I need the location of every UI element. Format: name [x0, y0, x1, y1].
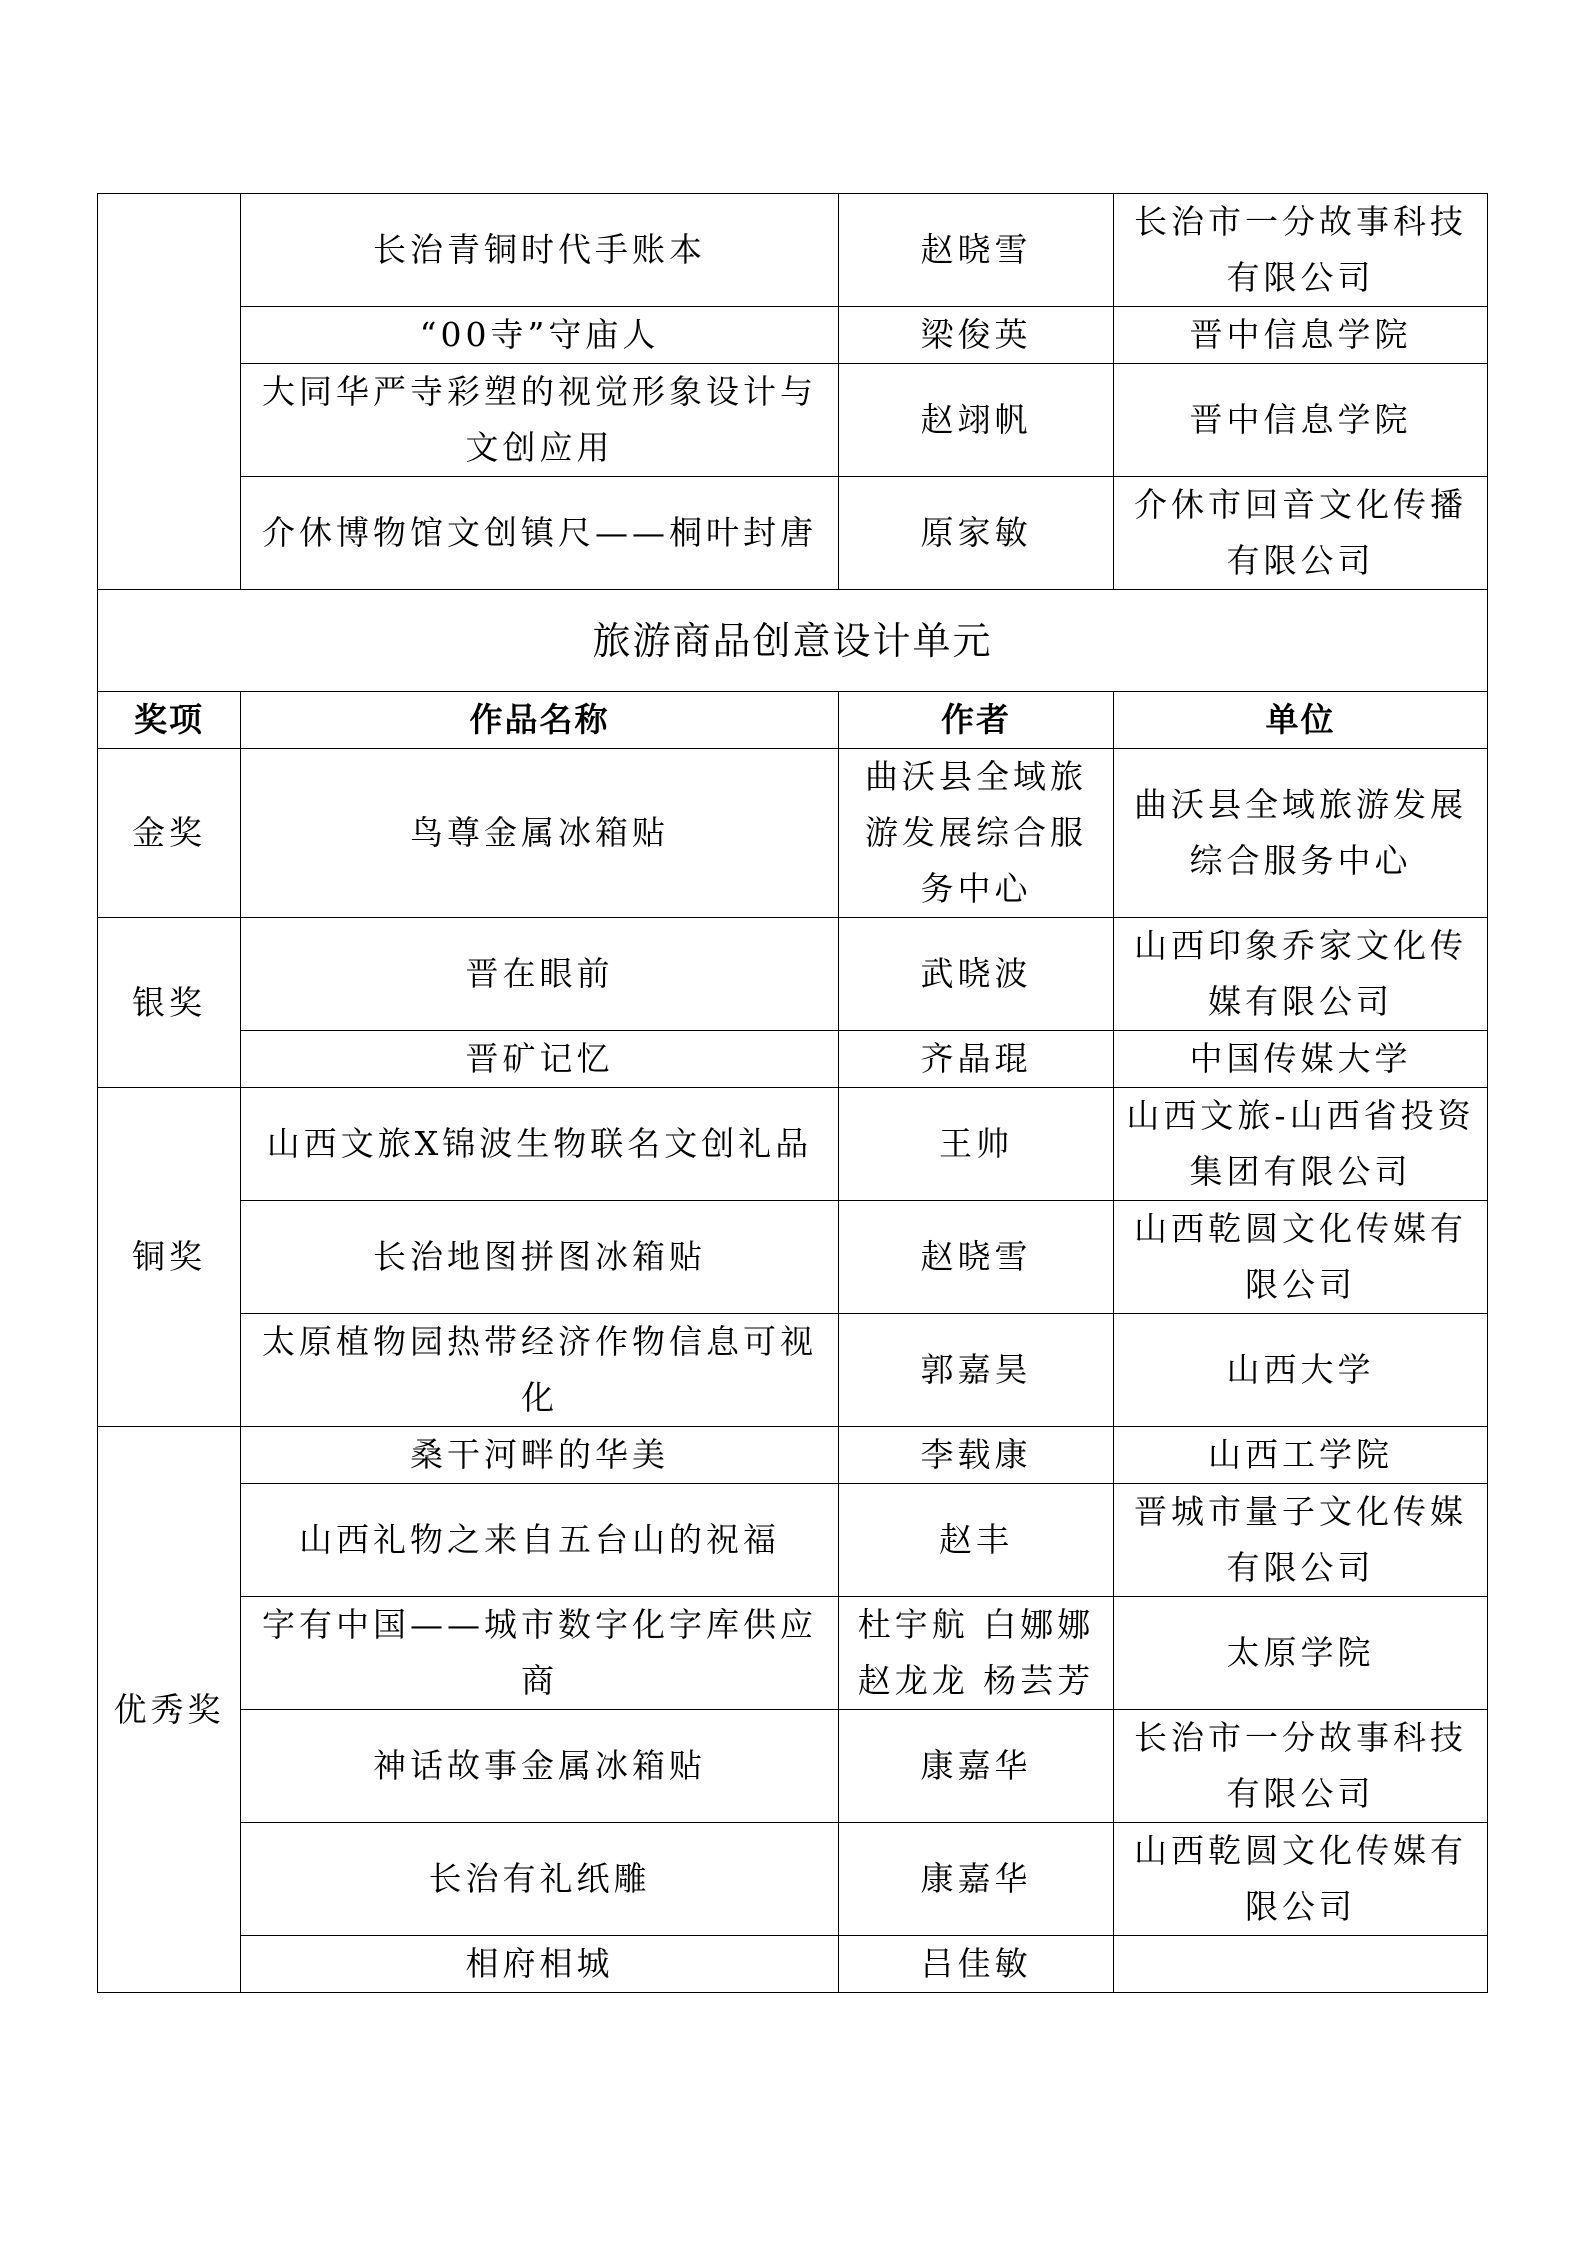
- title-cell: 介休博物馆文创镇尺——桐叶封唐: [241, 477, 839, 590]
- table-row: [98, 477, 1488, 590]
- title-cell: 鸟尊金属冰箱贴: [241, 749, 839, 918]
- unit-cell: 中国传媒大学: [1114, 1031, 1488, 1088]
- table-row: [98, 1597, 1488, 1710]
- author-cell: 赵丰: [839, 1484, 1114, 1597]
- title-cell: 晋矿记忆: [241, 1031, 839, 1088]
- title-cell: 太原植物园热带经济作物信息可视化: [241, 1314, 839, 1427]
- title-cell: 晋在眼前: [241, 918, 839, 1031]
- table-row: [98, 194, 1488, 307]
- unit-cell: 山西工学院: [1114, 1427, 1488, 1484]
- unit-cell: 介休市回音文化传播有限公司: [1114, 477, 1488, 590]
- unit-cell: 长治市一分故事科技有限公司: [1114, 1710, 1488, 1823]
- header-unit: 单位: [1114, 692, 1488, 749]
- unit-cell: 山西乾圆文化传媒有限公司: [1114, 1201, 1488, 1314]
- author-cell: 李载康: [839, 1427, 1114, 1484]
- author-cell: 齐晶琨: [839, 1031, 1114, 1088]
- title-cell: 相府相城: [241, 1936, 839, 1993]
- table-row: [98, 1201, 1488, 1314]
- unit-cell: 长治市一分故事科技有限公司: [1114, 194, 1488, 307]
- section-title: 旅游商品创意设计单元: [98, 590, 1488, 692]
- award-cell-excellent: 优秀奖: [98, 1427, 241, 1993]
- header-award: 奖项: [98, 692, 241, 749]
- title-cell: 山西礼物之来自五台山的祝福: [241, 1484, 839, 1597]
- title-cell: 长治有礼纸雕: [241, 1823, 839, 1936]
- author-cell: 郭嘉昊: [839, 1314, 1114, 1427]
- author-cell: 吕佳敏: [839, 1936, 1114, 1993]
- title-cell: 桑干河畔的华美: [241, 1427, 839, 1484]
- title-cell: 字有中国——城市数字化字库供应商: [241, 1597, 839, 1710]
- author-cell: 赵晓雪: [839, 194, 1114, 307]
- table-row: [98, 1088, 1488, 1201]
- award-cell-silver: 银奖: [98, 918, 241, 1088]
- title-cell: 神话故事金属冰箱贴: [241, 1710, 839, 1823]
- table-row: [98, 918, 1488, 1031]
- author-cell: 原家敏: [839, 477, 1114, 590]
- unit-cell: [1114, 1936, 1488, 1993]
- title-cell: 山西文旅X锦波生物联名文创礼品: [241, 1088, 839, 1201]
- table-row: [98, 1427, 1488, 1484]
- unit-cell: 晋城市量子文化传媒有限公司: [1114, 1484, 1488, 1597]
- author-cell: 武晓波: [839, 918, 1114, 1031]
- unit-cell: 山西大学: [1114, 1314, 1488, 1427]
- table-row: [98, 1710, 1488, 1823]
- unit-cell: 山西文旅-山西省投资集团有限公司: [1114, 1088, 1488, 1201]
- unit-cell: 晋中信息学院: [1114, 307, 1488, 364]
- header-row: [98, 692, 1488, 749]
- section-title-row: [98, 590, 1488, 692]
- author-cell: 杜宇航 白娜娜 赵龙龙 杨芸芳: [839, 1597, 1114, 1710]
- title-cell: 大同华严寺彩塑的视觉形象设计与文创应用: [241, 364, 839, 477]
- table-row: [98, 1484, 1488, 1597]
- author-cell: 曲沃县全域旅游发展综合服务中心: [839, 749, 1114, 918]
- title-cell: 长治青铜时代手账本: [241, 194, 839, 307]
- title-cell: “00寺”守庙人: [241, 307, 839, 364]
- award-cell-gold: 金奖: [98, 749, 241, 918]
- unit-cell: 曲沃县全域旅游发展综合服务中心: [1114, 749, 1488, 918]
- award-cell-continued: [98, 194, 241, 590]
- table-row: [98, 749, 1488, 918]
- header-author: 作者: [839, 692, 1114, 749]
- awards-table: [97, 193, 1488, 1993]
- unit-cell: 晋中信息学院: [1114, 364, 1488, 477]
- author-cell: 康嘉华: [839, 1823, 1114, 1936]
- table-row: [98, 1936, 1488, 1993]
- unit-cell: 山西印象乔家文化传媒有限公司: [1114, 918, 1488, 1031]
- author-cell: 王帅: [839, 1088, 1114, 1201]
- table-row: [98, 1031, 1488, 1088]
- author-cell: 梁俊英: [839, 307, 1114, 364]
- table-row: [98, 1314, 1488, 1427]
- table-row: [98, 364, 1488, 477]
- unit-cell: 太原学院: [1114, 1597, 1488, 1710]
- title-cell: 长治地图拼图冰箱贴: [241, 1201, 839, 1314]
- author-cell: 赵翊帆: [839, 364, 1114, 477]
- table-row: [98, 1823, 1488, 1936]
- header-title: 作品名称: [241, 692, 839, 749]
- award-cell-bronze: 铜奖: [98, 1088, 241, 1427]
- unit-cell: 山西乾圆文化传媒有限公司: [1114, 1823, 1488, 1936]
- author-cell: 康嘉华: [839, 1710, 1114, 1823]
- author-cell: 赵晓雪: [839, 1201, 1114, 1314]
- table-row: [98, 307, 1488, 364]
